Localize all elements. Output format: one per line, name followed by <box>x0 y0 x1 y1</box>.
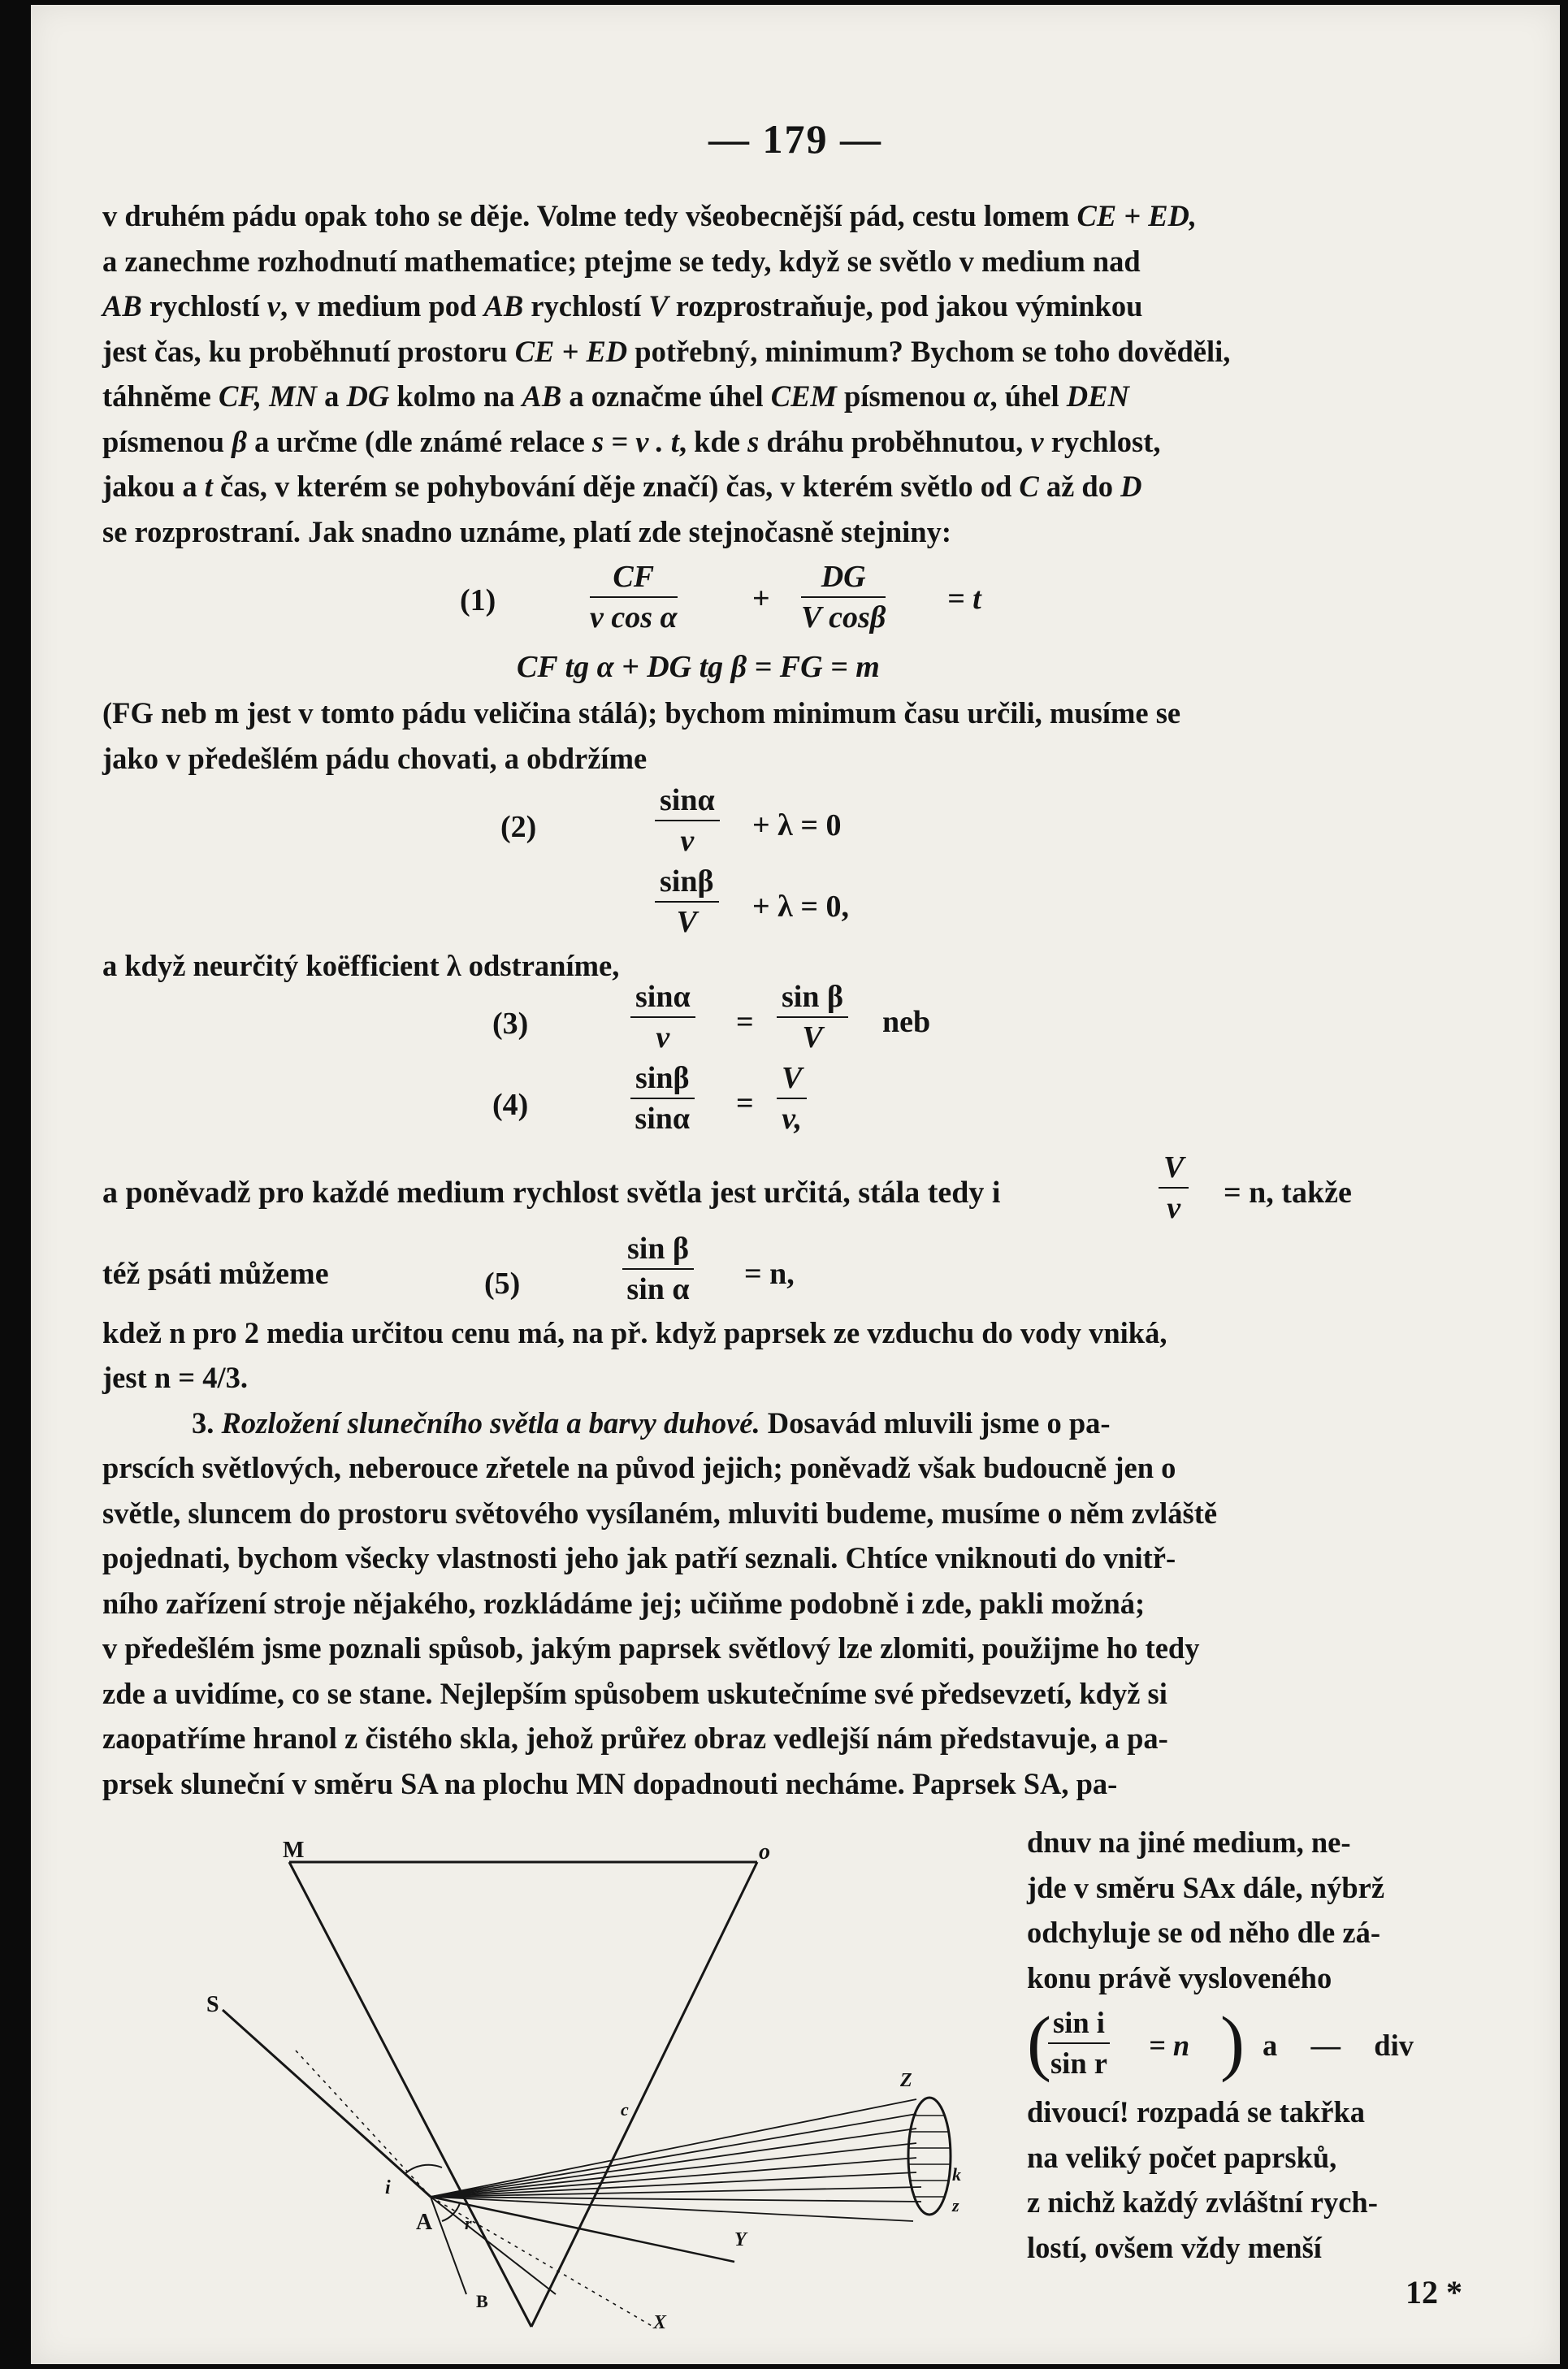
prism-right-face <box>531 1862 757 2327</box>
body-text <box>102 193 1414 1806</box>
label-i: i <box>385 2177 391 2198</box>
scan-edge <box>0 0 31 2369</box>
equation-4: (4) $\frac{\sin\beta}{\sin\alpha}$ = $\frac{V}{v,}$ <box>102 1059 1414 1148</box>
angle-i-arc <box>405 2165 442 2174</box>
text-line: a zanechme rozhodnutí mathematice; ptejme se tedy, když se světlo v medium nad <box>102 244 1141 278</box>
equation-2b: $\frac{\sin\beta}{V}$ + λ = 0, <box>102 862 1414 943</box>
text-line: na veliký počet paprsků, <box>1027 2140 1337 2174</box>
fraction: $\frac{\sin\alpha}{v}$ <box>655 781 720 860</box>
incident-ray-sa <box>223 2010 431 2197</box>
label-a: A <box>416 2210 433 2235</box>
fraction: $\frac{V}{v}$ <box>1159 1148 1189 1228</box>
dispersed-ray-bundle <box>431 2099 921 2221</box>
equation-2: (2) $\frac{\sin\alpha}{v}$ + λ = 0 <box>102 781 1414 862</box>
label-z: z <box>952 2195 959 2215</box>
text-line: v druhém pádu opak toho se děje. Volme tedy všeobecnější pád, cestu lomem CE + ED, <box>102 199 1198 232</box>
fraction: $\frac{\text{sin β}}{V}$ <box>777 977 848 1057</box>
equation-1: (1) $\frac{CF}{\text{v cos α}}$ + $\frac{DG}{\text{V cosβ}}$ = t <box>102 554 1414 645</box>
text-line: AB rychlostí v, v medium pod AB rychlostí V rozprostraňuje, pod jakou výminkou <box>102 289 1143 323</box>
fraction: $\frac{V}{v,}$ <box>777 1059 807 1138</box>
equation-5: též psáti můžeme (5) $\frac{\text{sin β}}{\text{sin α}}$ = n, <box>102 1229 1414 1310</box>
text-line: ního zařízení stroje nějakého, rozkládáme jej; učiňme podobně i zde, pakli možná; <box>102 1586 1146 1620</box>
label-s: S <box>206 1992 219 2017</box>
text-line: jako v předešlém pádu chovati, a obdržíme <box>102 741 648 775</box>
text-line: zde a uvidíme, co se stane. Nejlepším spůsobem uskutečníme své předsevzetí, když si <box>102 1676 1167 1710</box>
label-m: M <box>283 1839 305 1863</box>
prism-left-face <box>289 1862 531 2327</box>
label-c: c <box>621 2099 629 2120</box>
text-line: odchyluje se od něho dle zá- <box>1027 1916 1380 1949</box>
label-o: o <box>759 1839 770 1864</box>
text-line: pojednati, bychom všecky vlastnosti jeho jak patří seznali. Chtíce vniknouti do vnitř- <box>102 1541 1176 1574</box>
equation-label: (1) <box>460 583 496 617</box>
text-line: jest čas, ku proběhnutí prostoru CE + ED potřebný, minimum? Bychom se toho dověděli, <box>102 334 1231 368</box>
reference-line <box>431 2197 556 2294</box>
side-column-text <box>1027 1820 1414 2270</box>
text-line: světle, sluncem do prostoru světového vysílaném, mluviti budeme, musíme o něm zvláště <box>102 1496 1218 1530</box>
equation-3: (3) $\frac{\sin\alpha}{v}$ = $\frac{\text{sin β}}{V}$ neb <box>102 977 1414 1059</box>
text-line: zaopatříme hranol z čistého skla, jehož průřez obraz vedlejší nám představuje, a pa- <box>102 1722 1168 1755</box>
fraction: $\frac{CF}{\text{v cos α}}$ <box>590 557 678 637</box>
label-b: B <box>476 2291 488 2311</box>
text-line: lostí, ovšem vždy menší <box>1027 2230 1322 2264</box>
label-y: Y <box>734 2229 747 2250</box>
equation-1b: CF tg α + DG tg β = FG = m <box>517 650 880 684</box>
snell-law-formula: ( $\frac{\text{sin i}}{\text{sin r}}$ = n ) a — div <box>1027 2003 1414 2083</box>
text-line: z nichž každý zvláštní rych- <box>1027 2185 1378 2219</box>
fraction: $\frac{\text{sin i}}{\text{sin r}}$ <box>1048 2003 1110 2083</box>
text-line: jest n = 4/3. <box>102 1361 248 1394</box>
fraction: $\frac{\sin\alpha}{v}$ <box>630 977 695 1057</box>
text-line: jde v směru SAx dále, nýbrž <box>1027 1870 1385 1904</box>
text-line: konu právě vysloveného <box>1027 1960 1332 1994</box>
text-line: dnuv na jiné medium, ne- <box>1027 1825 1351 1859</box>
label-x: X <box>653 2312 667 2333</box>
text-line: prsek sluneční v směru SA na plochu MN dopadnouti necháme. Paprsek SA, pa- <box>102 1766 1118 1800</box>
text-line: táhněme CF, MN a DG kolmo na AB a označme úhel CEM písmenou α, úhel DEN <box>102 379 1129 413</box>
text-line: kdež n pro 2 media určitou cenu má, na př. když paprsek ze vzduchu do vody vniká, <box>102 1315 1167 1349</box>
text-line: v předešlém jsme poznali spůsob, jakým paprsek světlový lze zlomiti, použijme ho tedy <box>102 1631 1200 1665</box>
section-title: Rozložení slunečního světla a barvy duhové. <box>221 1405 760 1440</box>
section-heading-line: 3. Rozložení slunečního světla a barvy duhové. Dosavád mluvili jsme o pa- <box>192 1405 1111 1440</box>
fraction: $\frac{\sin\beta}{V}$ <box>655 862 719 942</box>
text-line: prscích světlových, neberouce zřetele na původ jejich; poněvadž však budoucně jen o <box>102 1451 1176 1484</box>
paragraph-ratio: a poněvadž pro každé medium rychlost světla jest určitá, stála tedy i $\frac{V}{v}$ = n, takže <box>102 1148 1414 1229</box>
label-k: k <box>952 2164 961 2185</box>
text-line: divoucí! rozpadá se takřka <box>1027 2095 1366 2129</box>
text-line: písmenou β a určme (dle známé relace s = v . t, kde s dráhu proběhnutou, v rychlost, <box>102 424 1161 458</box>
signature-mark: 12 * <box>1406 2274 1462 2311</box>
text-line: jakou a t čas, v kterém se pohybování děje značí) čas, v kterém světlo od C až do D <box>102 470 1142 503</box>
fraction: $\frac{DG}{\text{V cosβ}}$ <box>801 557 886 637</box>
label-r: r <box>465 2213 472 2233</box>
label-capital-z: Z <box>900 2070 912 2091</box>
text-line: (FG neb m jest v tomto pádu veličina stálá); bychom minimum času určili, musíme se <box>102 696 1181 730</box>
spectrum-hatching <box>908 2116 951 2197</box>
page-number: — 179 — <box>708 116 882 162</box>
text-line: a když neurčitý koëfficient λ odstraníme, <box>102 949 620 982</box>
prism-refraction-figure <box>198 1839 1011 2335</box>
fraction: $\frac{\sin\beta}{\sin\alpha}$ <box>630 1059 695 1138</box>
text-line: se rozprostraní. Jak snadno uznáme, platí zde stejnočasně stejniny: <box>102 514 952 548</box>
fraction: $\frac{\text{sin β}}{\text{sin α}}$ <box>622 1229 694 1309</box>
book-page <box>31 5 1560 2364</box>
undeviated-direction-ax <box>431 2197 734 2262</box>
